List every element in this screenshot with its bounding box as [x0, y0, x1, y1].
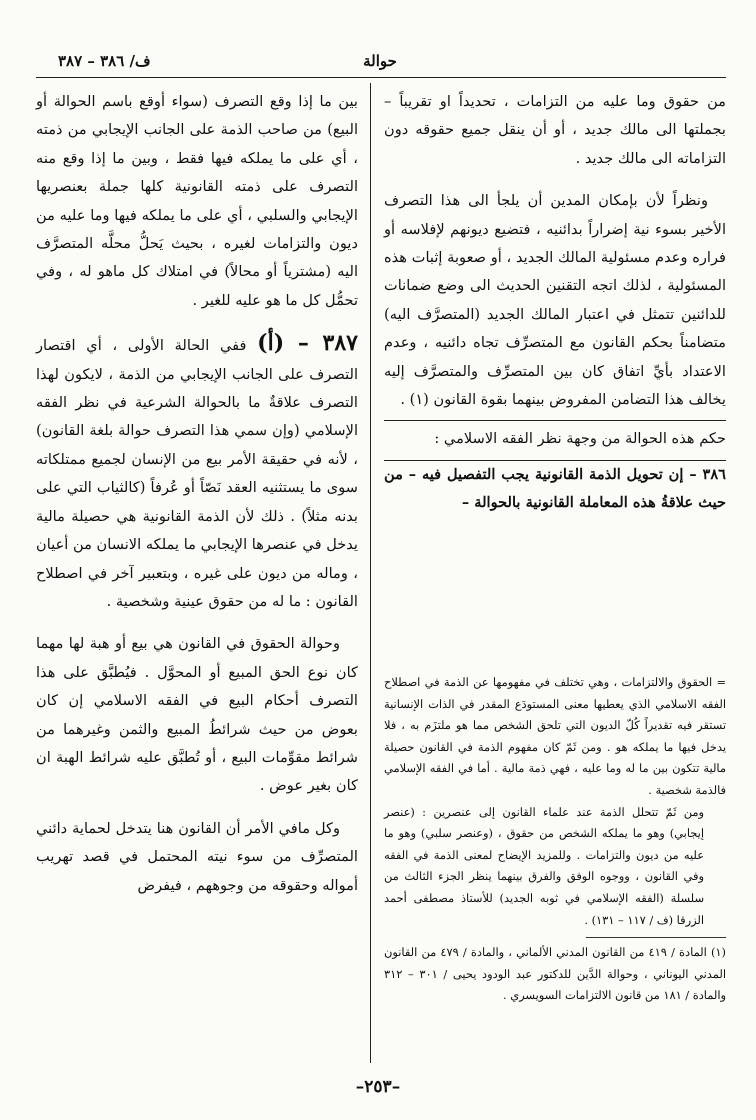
column-divider: [370, 83, 371, 1063]
footnote-continuation: = الحقوق والالتزامات ، وهي تختلف في مفهومها عن الذمة في اصطلاح الفقه الاسلامي الذي يعطيها معنى المستودَع المقدر في الذات الإنسانية تستقر فيه تقديراً كُلّ الديون التي تلحق الشخص مما هو ملتزَم به ، فلا يدخل فيها ما يملكه هو . ومن ثَمّ كان مفهوم الذمة في القانون حصيلة مالية تتكون بين ما له وما عليه ، فهي ذمة مالية . أما في الفقه الإسلامي فالذمة شخصية .: [384, 675, 726, 797]
left-paragraph-3: وحوالة الحقوق في القانون هي بيع أو هبة لها مهما كان نوع الحق المبيع أو المحوَّل . فيُطبَّق على هذا التصرف أحكام البيع في الفقه الاسلامي إن كان بعوض من حيث شرائطُ المبيع والثمن وغيرهما من شرائط مقوِّمات البيع ، أو تُطبَّق عليه شرائط الهبة ان كان بغير عوض .: [36, 635, 358, 795]
section-387-number: ٣٨٧ – (أ): [257, 330, 358, 357]
right-paragraph-2: ونظراً لأن بإمكان المدين أن يلجأ الى هذا التصرف الأخير بسوء نية إضراراً بدائنيه ، فتضيع ديونهم لإفلاسه أو فراره وعدم مسئولية المالك الجديد ، أو صعوبة إثبات هذه المسئولية ، لذلك اتجه التقنين الحديث الى وضع ضمانات للدائنين تتمثل في اعتبار المالك الجديد (المتصرَّف اليه) متضامناً بحكم القانون مع المتصرِّف تجاه دائنيه ، وعدم الاعتداد بأيِّ اتفاق كان بين المتصرِّف والمتصرَّف إليه يخالف هذا التضامن المفروض بينهما بقوة القانون (١) .: [384, 192, 726, 409]
header-rule: [36, 77, 726, 78]
running-title: حوالة: [363, 52, 397, 70]
left-column: [36, 88, 358, 900]
left-paragraph-4: وكل مافي الأمر أن القانون هنا يتدخل لحماية دائني المتصرِّف من سوء نيته المحتمل في قصد تهريب أمواله وحقوقه من وجوههم ، فيفرض: [36, 819, 358, 894]
footnote-continuation-2: ومن ثَمّ تتحلل الذمة عند علماء القانون إلى عنصرين : (عنصر إيجابي) وهو ما يملكه الشخص من حقوق ، (وعنصر سلبي) وهو ما عليه من ديون والتزامات . وللمزيد الإيضاح لمعنى الذمة في الفقه وفي القانون ، ووجوه الوفق والفرق بينهما ينظر الجزء الثالث من سلسلة (الفقه الإسلامي في ثوبه الجديد) للأستاذ مصطفى أحمد الزرقا (ف / ١١٧ – ١٣١) .: [384, 804, 704, 927]
section-387-paragraph: [36, 329, 358, 616]
page-number: –٢٥٣–: [355, 1077, 401, 1097]
section-title: حكم هذه الحوالة من وجهة نظر الفقه الاسلامي :: [434, 430, 726, 448]
footnote-rule: [586, 937, 726, 938]
right-paragraph-1: من حقوق وما عليه من التزامات ، تحديداً او تقريباً – بجملتها الى مالك جديد ، أو أن ينقل جميع حقوقه دون التزاماته الى مالك جديد .: [384, 93, 726, 167]
footnote-1: (١) المادة / ٤١٩ من القانون المدني الألماني ، والمادة / ٤٧٩ من القانون المدني اليوناني ، وحوالة الدَّين للدكتور عبد الودود يحيى / ٣٠١ – ٣١٢ والمادة / ١٨١ من قانون الالتزامات السويسري .: [384, 945, 726, 1003]
section-386-heading: ٣٨٦ – إن تحويل الذمة القانونية يجب التفصيل فيه – من حيث علاقةُ هذه المعاملة القانونية بالحوالة –: [384, 465, 726, 512]
left-paragraph-1: بين ما إذا وقع التصرف (سواء أوقع باسم الحوالة أو البيع) من صاحب الذمة على الجانب الإيجابي من ذمته ، أي على ما يملكه فيها فقط ، وبين ما إذا وقع منه التصرف على ذمته القانونية كلها جملة بعنصريها الإيجابي والسلبي ، أي على ما يملكه فيها وما عليه من ديون والتزامات لغيره ، بحيث يَحلُّ محلَّه المتصرَّف اليه (مشترياً أو محالاً) في امتلاك كل ماهو له ، وفي تحمُّل كل ما هو عليه للغير .: [36, 93, 358, 309]
section-rule-top: [384, 420, 726, 421]
section-387-text: ففي الحالة الأولى ، أي اقتصار التصرف على الجانب الإيجابي من الذمة ، لايكون لهذا التصرف علاقةٌ ما بالحوالة الشرعية في نظر الفقه الإسلامي (وإن سمي هذا التصرف حوالة بلغة القانون) ، لأنه في حقيقة الأمر بيع من الإنسان لجميع ممتلكاته سوى ما يستثنيه العقد نَصّاً أو عُرفاً (كالثياب التي على بدنه مثلاً) . ذلك لأن الذمة القانونية هي حصيلة مالية يدخل في عنصرها الإيجابي ما يملكه الانسان من أعيان ، وماله من ديون على غيره ، وبتعبير آخر في اصطلاح القانون : ما له من حقوق عينية وشخصية .: [36, 337, 358, 610]
right-column: [384, 88, 726, 518]
section-range-header: ف/ ٣٨٦ – ٣٨٧: [58, 52, 151, 70]
footnotes: [384, 672, 726, 1007]
